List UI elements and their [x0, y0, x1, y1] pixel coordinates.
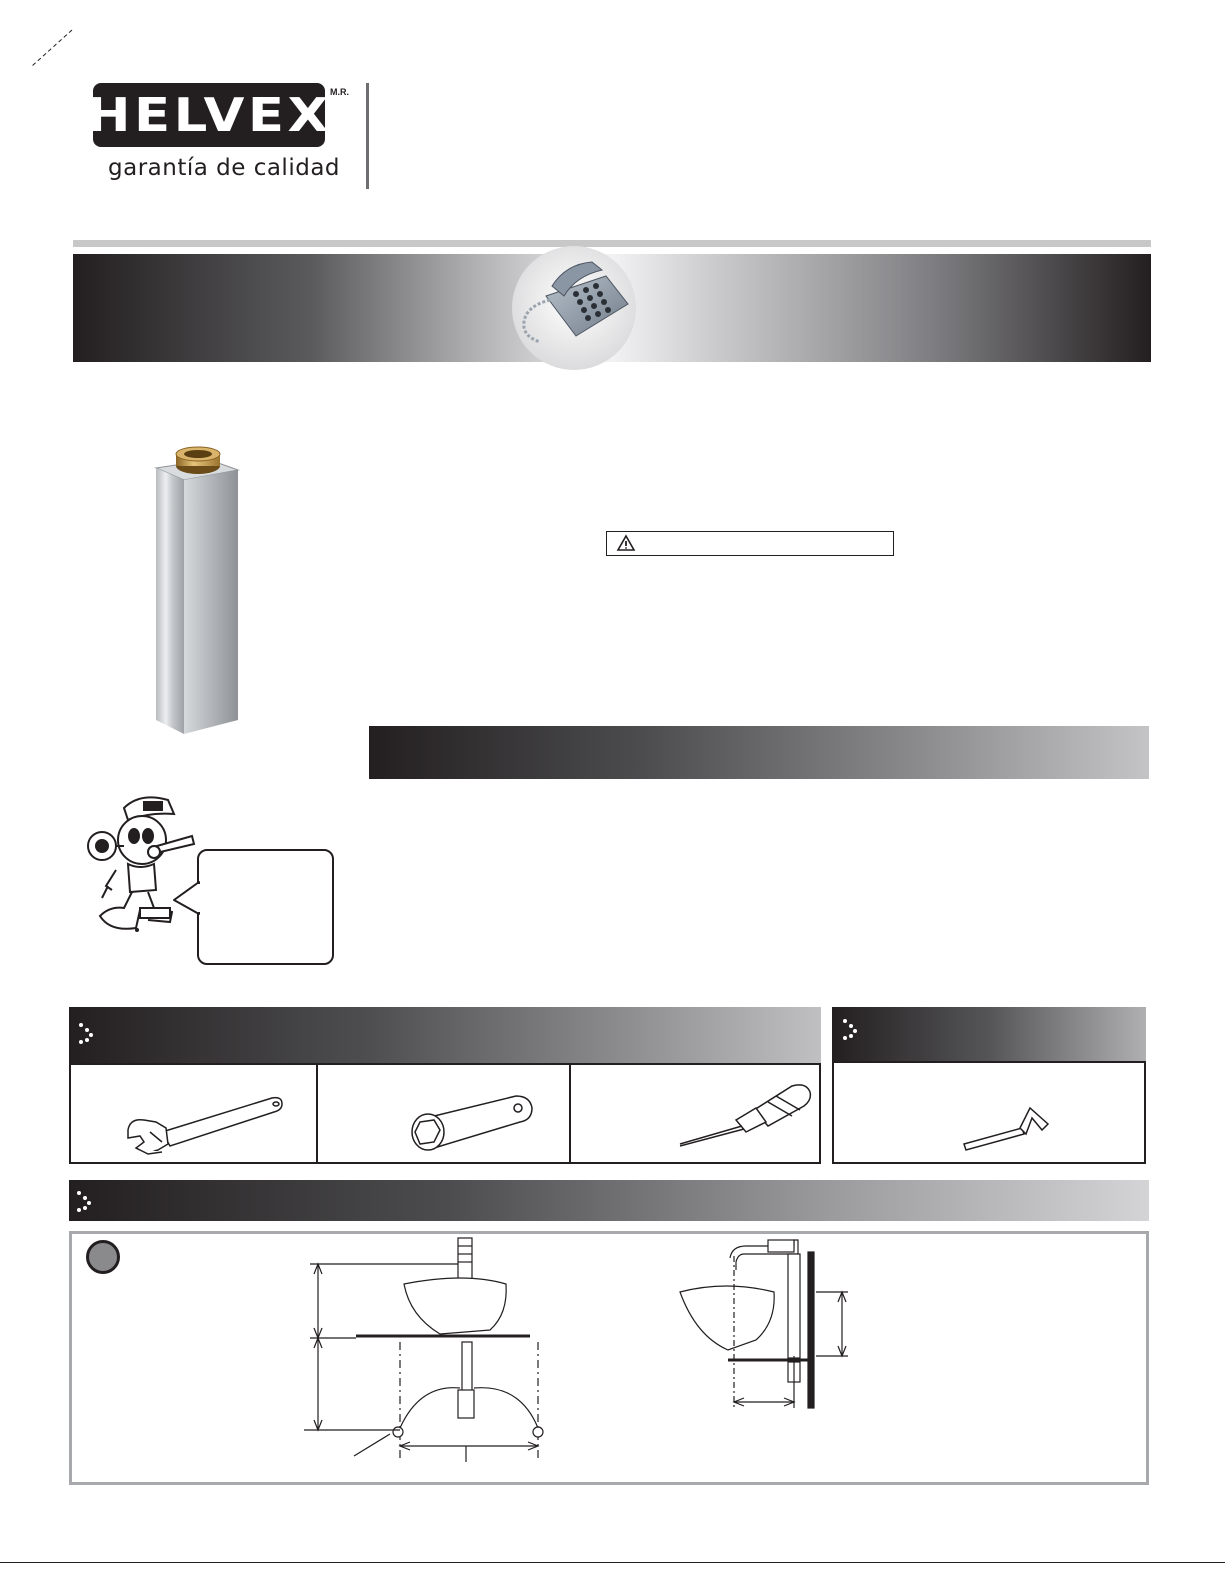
- dotted-arrow-icon: [76, 1190, 92, 1212]
- speech-bubble: [197, 849, 334, 965]
- tools-divider: [316, 1063, 318, 1164]
- speech-bubble-tail: [172, 880, 202, 920]
- dotted-arrow-icon: [78, 1022, 94, 1044]
- brand-trademark: M.R.: [330, 87, 349, 97]
- header-rule: [73, 240, 1151, 247]
- adjustable-wrench-icon: [122, 1092, 287, 1156]
- product-image: [150, 452, 250, 742]
- warning-box: [606, 531, 894, 556]
- side-view-diagram: [676, 1236, 856, 1422]
- allen-key-icon: [960, 1104, 1050, 1152]
- section-header-bar: [369, 726, 1149, 779]
- brand-tagline: garantía de calidad: [108, 155, 341, 181]
- included-header-bar: [832, 1007, 1146, 1061]
- dotted-arrow-icon: [842, 1018, 858, 1040]
- socket-wrench-icon: [406, 1092, 536, 1156]
- installation-header-bar: [69, 1180, 1149, 1221]
- telephone-icon: [506, 256, 636, 362]
- installation-panel: [69, 1231, 1149, 1485]
- corner-crop-mark: [30, 28, 74, 68]
- screwdriver-icon: [676, 1082, 816, 1148]
- footer-rule: [0, 1562, 1225, 1563]
- step-number-badge: [86, 1240, 120, 1274]
- tools-divider: [569, 1063, 571, 1164]
- tools-header-bar: [69, 1007, 821, 1063]
- logo-divider: [366, 83, 369, 189]
- brand-logo-text: HELVEX: [86, 88, 332, 142]
- front-view-diagram: [300, 1234, 580, 1466]
- warning-triangle-icon: [617, 535, 635, 551]
